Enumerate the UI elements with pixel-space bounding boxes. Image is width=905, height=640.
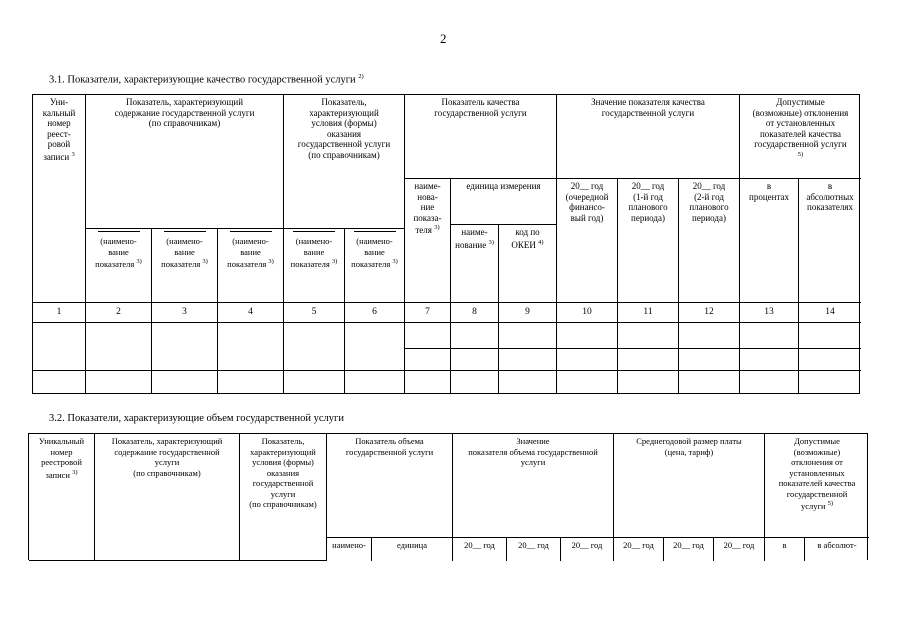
- col-number: 4: [218, 303, 284, 323]
- col-number: 8: [451, 303, 499, 323]
- header-okei-code: код по ОКЕИ $^{4)}$: [499, 225, 557, 303]
- header-quality-value: Значение показателя качества государственной услуги: [557, 95, 740, 179]
- volume-table: [28, 433, 868, 560]
- header2-allowed-deviation: Допустимые (возможные) отклонения от установленных показателей качества государственной услуги $^{5)}$: [765, 434, 869, 538]
- header-year-plan2: 20__ год (2-й год планового периода): [679, 179, 740, 303]
- empty-cell[interactable]: [740, 371, 799, 393]
- empty-cell[interactable]: [33, 323, 86, 371]
- header2-year: 20__ год: [561, 538, 614, 561]
- header2-year: 20__ год: [507, 538, 561, 561]
- header2-year: 20__ год: [664, 538, 714, 561]
- empty-cell[interactable]: [679, 349, 740, 371]
- header-unit: единица измерения: [451, 179, 557, 225]
- empty-cell[interactable]: [740, 349, 799, 371]
- empty-cell[interactable]: [86, 371, 152, 393]
- empty-cell[interactable]: [152, 323, 218, 371]
- empty-cell[interactable]: [799, 323, 861, 349]
- empty-cell[interactable]: [499, 349, 557, 371]
- header-year-plan1: 20__ год (1-й год планового периода): [618, 179, 679, 303]
- empty-cell[interactable]: [451, 323, 499, 349]
- empty-cell[interactable]: [345, 371, 405, 393]
- header2-year: 20__ год: [453, 538, 507, 561]
- header2-registry: Уникальный номер реестровой записи $^{3)}$: [29, 434, 95, 561]
- header2-volume-indicator: Показатель объема государственной услуги: [327, 434, 453, 538]
- header-content-indicator: Показатель, характеризующий содержание государственной услуги (по справочникам): [86, 95, 284, 229]
- header-allowed-deviation: Допустимые (возможные) отклонения от установленных показателей качества государственной услуги $^{5)}$: [740, 95, 861, 179]
- col-number: 2: [86, 303, 152, 323]
- empty-cell[interactable]: [799, 349, 861, 371]
- empty-cell[interactable]: [152, 371, 218, 393]
- empty-cell[interactable]: [618, 349, 679, 371]
- header2-absolute: в абсолют-: [817, 540, 857, 550]
- header2-percent: в: [765, 538, 805, 561]
- empty-cell[interactable]: [740, 323, 799, 349]
- header2-name: наимено-: [327, 538, 372, 561]
- quality-table: [32, 94, 860, 394]
- empty-cell[interactable]: [284, 323, 345, 371]
- empty-cell[interactable]: [618, 323, 679, 349]
- empty-cell[interactable]: [33, 371, 86, 393]
- empty-cell[interactable]: [86, 323, 152, 371]
- col-number: 10: [557, 303, 618, 323]
- empty-cell[interactable]: [499, 371, 557, 393]
- empty-cell[interactable]: [557, 349, 618, 371]
- empty-cell[interactable]: [345, 323, 405, 371]
- empty-cell[interactable]: [405, 323, 451, 349]
- header-year-current: 20__ год (очередной финансо- вый год): [557, 179, 618, 303]
- empty-cell[interactable]: [679, 371, 740, 393]
- header2-volume-value: Значение показателя объема государственной услуги: [453, 434, 614, 538]
- empty-cell[interactable]: [618, 371, 679, 393]
- empty-cell[interactable]: [557, 323, 618, 349]
- header2-avg-fee: Среднегодовой размер платы (цена, тариф): [614, 434, 765, 538]
- header2-content-indicator: Показатель, характеризующий содержание государственной услуги (по справочникам): [95, 434, 240, 561]
- header-name-d: (наимено- вание показателя $^{3)}$: [284, 229, 345, 303]
- header-registry: Уни- кальный номер реест- ровой записи $^3$: [33, 95, 86, 303]
- col-number: 5: [284, 303, 345, 323]
- empty-cell[interactable]: [218, 323, 284, 371]
- header-name-c: (наимено- вание показателя $^{3)}$: [218, 229, 284, 303]
- empty-cell[interactable]: [557, 371, 618, 393]
- empty-cell[interactable]: [405, 349, 451, 371]
- empty-cell[interactable]: [284, 371, 345, 393]
- header2-year: 20__ год: [614, 538, 664, 561]
- header-indicator-name: наиме- нова- ние показа- теля $^{3)}$: [405, 179, 451, 303]
- header-quality-indicator: Показатель качества государственной услуги: [405, 95, 557, 179]
- header-absolute: в абсолютных показателях: [799, 179, 861, 303]
- section-title-volume: 3.2. Показатели, характеризующие объем государственной услуги: [49, 413, 344, 424]
- empty-cell[interactable]: [218, 371, 284, 393]
- col-number: 1: [33, 303, 86, 323]
- header-conditions-indicator: Показатель, характеризующий условия (формы) оказания государственной услуги (по справочникам): [284, 95, 405, 229]
- empty-cell[interactable]: [499, 323, 557, 349]
- col-number: 9: [499, 303, 557, 323]
- header-unit-name: наиме- нование $^{3)}$: [451, 225, 499, 303]
- empty-cell[interactable]: [799, 371, 861, 393]
- header-percent: в процентах: [740, 179, 799, 303]
- section-title-quality: 3.1. Показатели, характеризующие качество государственной услуги $^{2)}$: [49, 73, 364, 86]
- header2-conditions-indicator: Показатель, характеризующий условия (формы) оказания государственной услуги (по справочникам): [240, 434, 327, 561]
- empty-cell[interactable]: [679, 323, 740, 349]
- page-number: 2: [440, 31, 447, 46]
- header-name-e: (наимено- вание показателя $^{3)}$: [345, 229, 405, 303]
- col-number: 6: [345, 303, 405, 323]
- header2-unit: единица: [372, 538, 453, 561]
- col-number: 11: [618, 303, 679, 323]
- col-number: 14: [799, 303, 861, 323]
- col-number: 13: [740, 303, 799, 323]
- header-name-b: (наимено- вание показателя $^{3)}$: [152, 229, 218, 303]
- empty-cell[interactable]: [451, 371, 499, 393]
- empty-cell[interactable]: [405, 371, 451, 393]
- header2-year: 20__ год: [714, 538, 765, 561]
- col-number: 12: [679, 303, 740, 323]
- col-number: 7: [405, 303, 451, 323]
- col-number: 3: [152, 303, 218, 323]
- empty-cell[interactable]: [451, 349, 499, 371]
- header-name-a: (наимено- вание показателя $^{3)}$: [86, 229, 152, 303]
